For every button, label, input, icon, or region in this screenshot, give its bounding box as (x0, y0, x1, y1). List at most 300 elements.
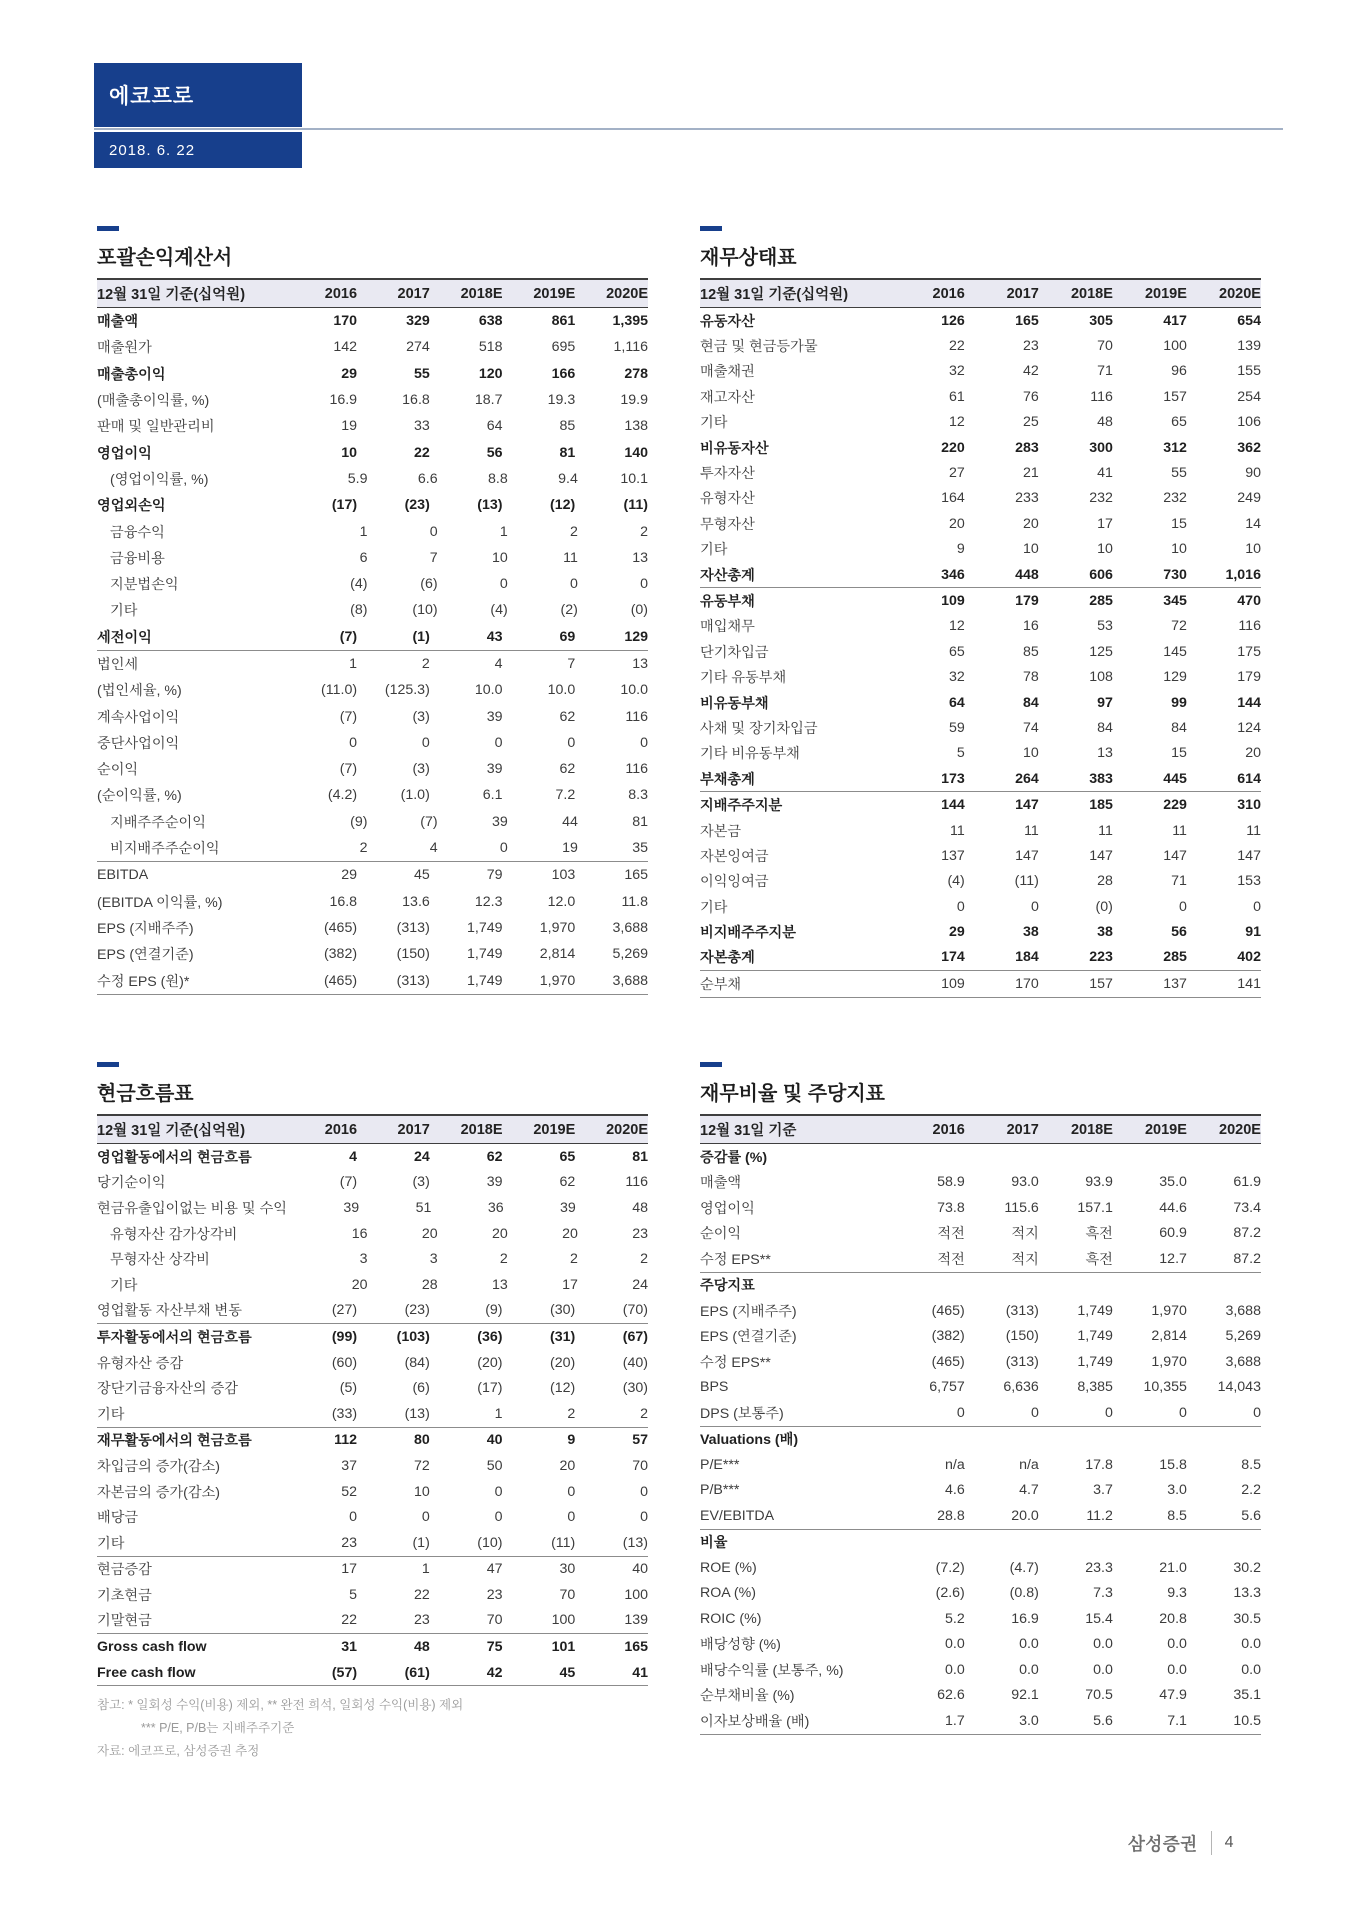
table-row (97, 545, 648, 571)
cell-value: (313) (396, 972, 430, 989)
cell-value: 470 (1237, 592, 1261, 609)
row-label: 단기차입금 (700, 644, 769, 661)
table-row (700, 308, 1261, 333)
cell-value: 12.0 (547, 893, 576, 910)
cell-value: 59 (949, 719, 965, 736)
cell-value: 362 (1237, 439, 1261, 456)
table-header-row (97, 1114, 648, 1144)
row-label: 비지배주주지분 (700, 925, 796, 942)
cell-value: 20.0 (1011, 1507, 1039, 1524)
row-label: 기타 (110, 603, 138, 620)
row-label: 비유동부채 (700, 695, 769, 712)
cell-value: 8.3 (628, 787, 648, 804)
cell-value: (11) (551, 1534, 576, 1551)
cell-value: 73.8 (937, 1199, 965, 1216)
cell-value: 518 (478, 339, 503, 356)
row-label: 사채 및 장기차입금 (700, 720, 818, 737)
row-label: 매출액 (700, 1175, 742, 1192)
cell-value: 92.1 (1011, 1687, 1039, 1704)
cell-value: 28.8 (937, 1507, 965, 1524)
cell-value: 13 (1097, 745, 1113, 762)
cell-value: (2.6) (935, 1585, 965, 1602)
table-row (700, 384, 1261, 409)
row-label: 유동부채 (700, 593, 755, 610)
row-label: 자본금 (700, 823, 742, 840)
table-row (97, 624, 648, 651)
table-header-row (700, 1114, 1261, 1144)
cell-value: 1,116 (613, 339, 648, 356)
row-label: 영업이익 (97, 445, 152, 462)
cell-value: 147 (1237, 847, 1261, 864)
cell-value: 312 (1163, 439, 1187, 456)
cell-value: 19.9 (620, 392, 648, 409)
cell-value: (4.7) (1009, 1559, 1039, 1576)
cell-value: 81 (632, 813, 649, 830)
cell-value: 165 (624, 867, 648, 884)
cell-value: 144 (941, 797, 965, 814)
cell-value: 2,814 (1151, 1328, 1187, 1345)
cell-value: 29 (341, 365, 358, 382)
cell-value: 20 (559, 1457, 576, 1474)
cell-value: (40) (622, 1354, 648, 1371)
cell-value: 22 (341, 1612, 358, 1629)
cell-value: (57) (331, 1664, 358, 1681)
cell-value: 45 (559, 1664, 576, 1681)
cell-value: 0 (1104, 1404, 1113, 1421)
cell-value: 6,757 (929, 1379, 965, 1396)
brand-name: 삼성증권 (1128, 1833, 1198, 1854)
table-row (700, 1349, 1261, 1375)
cell-value: 9 (956, 541, 965, 558)
cell-value: 16.8 (402, 392, 430, 409)
cell-value: 0.0 (1093, 1636, 1113, 1653)
cell-value: 0 (349, 1509, 358, 1526)
table-row (97, 361, 648, 387)
cell-value: 232 (1163, 490, 1187, 507)
cell-value: 40 (632, 1561, 648, 1578)
cell-value: 4 (349, 1148, 358, 1165)
table-header-row (700, 278, 1261, 308)
cell-value: 4.7 (1019, 1482, 1039, 1499)
table-row (700, 945, 1261, 971)
cell-value: 20 (1023, 515, 1039, 532)
cell-value: 116 (625, 708, 648, 725)
cell-value: (3) (412, 708, 430, 725)
financial-ratios-table (700, 1062, 1261, 1735)
table-grid (700, 278, 1261, 998)
cell-value: 61.9 (1233, 1174, 1261, 1191)
cell-value: 80 (414, 1432, 430, 1449)
table-row (97, 597, 648, 623)
cell-value: 0.0 (945, 1636, 965, 1653)
row-label: 매출원가 (97, 340, 152, 357)
row-label: ROA (%) (700, 1585, 756, 1602)
cell-value: 383 (1089, 770, 1113, 787)
cell-value: (23) (404, 1302, 430, 1319)
row-label: 현금증감 (97, 1562, 152, 1579)
row-label: 기타 유동부채 (700, 670, 787, 687)
cell-value: 12 (949, 618, 965, 635)
cell-value: 147 (1015, 797, 1039, 814)
cell-value: 2,814 (539, 946, 576, 963)
cell-value: 0.0 (1019, 1636, 1039, 1653)
row-label: (매출총이익률, %) (97, 393, 210, 410)
cell-value: 27 (949, 465, 965, 482)
cell-value: (3) (412, 1174, 430, 1191)
company-name: 에코프로 (109, 85, 195, 108)
cell-value: 103 (551, 867, 576, 884)
cell-value: 17 (1097, 515, 1113, 532)
cell-value: 11 (1246, 822, 1261, 839)
cell-value: 48 (414, 1639, 430, 1656)
cell-value: 47 (486, 1561, 503, 1578)
table-row (700, 792, 1261, 817)
year-column-header: 2018E (460, 285, 503, 302)
year-column-header: 2019E (533, 285, 576, 302)
cell-value: (4) (490, 602, 508, 619)
cell-value: 165 (624, 1639, 648, 1656)
cell-value: 1,970 (1151, 1353, 1187, 1370)
row-label: 매출액 (97, 314, 139, 331)
year-column-header: 2018E (460, 1121, 503, 1138)
table-row (700, 971, 1261, 997)
balance-sheet-table (700, 226, 1261, 998)
company-header-box (94, 63, 302, 127)
table-row (97, 1530, 648, 1557)
row-label: P/E*** (700, 1456, 740, 1473)
table-row (97, 1557, 648, 1583)
cell-value: 137 (941, 847, 965, 864)
row-label: 배당수익률 (보통주, %) (700, 1662, 844, 1679)
cell-value: 2 (570, 1251, 578, 1268)
table-row (97, 1375, 648, 1401)
cell-value: 85 (1023, 643, 1039, 660)
cell-value: (67) (622, 1328, 648, 1345)
cell-value: 81 (559, 444, 576, 461)
cell-value: (3) (412, 761, 430, 778)
cell-value: 0 (567, 1483, 576, 1500)
row-label: 매입채무 (700, 619, 755, 636)
cell-value: 1,749 (467, 972, 503, 989)
cell-value: 116 (625, 1174, 648, 1191)
cell-value: 3,688 (612, 972, 648, 989)
cell-value: 300 (1089, 439, 1113, 456)
cell-value: 144 (1237, 694, 1261, 711)
row-label: 기타 비유동부채 (700, 746, 800, 763)
row-label: 현금 및 현금등가물 (700, 339, 818, 356)
cell-value: 69 (559, 628, 576, 645)
cell-value: 55 (414, 365, 430, 382)
cell-value: 93.0 (1011, 1174, 1039, 1191)
cell-value: 249 (1237, 490, 1261, 507)
year-column-header: 2019E (1144, 1121, 1187, 1138)
cell-value: 0 (1179, 1404, 1187, 1421)
table-row (97, 387, 648, 413)
cell-value: 0 (421, 734, 430, 751)
cell-value: 45 (414, 867, 430, 884)
year-column-header: 2017 (1006, 285, 1039, 302)
cell-value: 264 (1015, 770, 1039, 787)
cell-value: 157 (1089, 975, 1113, 992)
cell-value: 0 (1253, 898, 1261, 915)
table-row (700, 460, 1261, 485)
cell-value: 0.0 (945, 1661, 965, 1678)
cell-value: 90 (1245, 465, 1261, 482)
cell-value: 0 (1030, 1404, 1039, 1421)
cell-value: 2 (567, 1405, 576, 1422)
cell-value: 10 (491, 549, 508, 566)
cell-value: (465) (931, 1302, 965, 1319)
cell-value: (30) (550, 1302, 576, 1319)
row-label: EBITDA (97, 867, 149, 884)
table-row (700, 1195, 1261, 1221)
cell-value: 52 (341, 1483, 358, 1500)
cell-value: 96 (1171, 363, 1187, 380)
table-row (700, 1683, 1261, 1709)
cell-value: (0) (630, 602, 649, 619)
cell-value: 10,355 (1143, 1379, 1187, 1396)
table-grid (97, 278, 648, 995)
cell-value: 606 (1089, 566, 1113, 583)
cell-value: 445 (1163, 770, 1187, 787)
report-date-box (94, 132, 302, 168)
cell-value: 1 (499, 523, 508, 540)
table-row (700, 333, 1261, 358)
cell-value: 139 (624, 1612, 648, 1629)
cell-value: 72 (414, 1457, 430, 1474)
cell-value: 48 (1097, 414, 1113, 431)
table-row (700, 1427, 1261, 1453)
table-row (700, 1606, 1261, 1632)
cell-value: 1 (421, 1561, 430, 1578)
row-label: EV/EBITDA (700, 1507, 775, 1524)
cell-value: 62 (486, 1148, 503, 1165)
cell-value: 20 (351, 1276, 368, 1293)
row-label: 재고자산 (700, 389, 755, 406)
cell-value: (99) (331, 1328, 358, 1345)
table-row (700, 562, 1261, 588)
table-row (97, 1144, 648, 1170)
row-label: 당기순이익 (97, 1175, 166, 1192)
cell-value: 147 (1163, 847, 1187, 864)
table-title: 재무비율 및 주당지표 (700, 1083, 885, 1105)
table-row (97, 862, 648, 888)
row-label: 매출채권 (700, 364, 755, 381)
cell-value: 29 (949, 924, 965, 941)
cell-value: (103) (396, 1328, 430, 1345)
cell-value: (0) (1095, 898, 1113, 915)
table-row (97, 1324, 648, 1350)
table-row (700, 1324, 1261, 1350)
cell-value: 적지 (1011, 1226, 1039, 1243)
row-label: 순부채 (700, 976, 742, 993)
cell-value: (11) (1014, 873, 1039, 890)
cell-value: (11.0) (321, 682, 358, 699)
cell-value: 1,970 (539, 919, 576, 936)
year-column-header: 2016 (324, 1121, 358, 1138)
cell-value: 10 (341, 444, 358, 461)
cell-value: 87.2 (1233, 1250, 1261, 1267)
table-header-row (97, 278, 648, 308)
cell-value: 76 (1023, 388, 1039, 405)
cell-value: 164 (941, 490, 965, 507)
cell-value: 1,970 (539, 972, 576, 989)
cell-value: 417 (1163, 312, 1187, 329)
table-row (97, 967, 648, 994)
cell-value: 35 (632, 840, 649, 857)
cell-value: 124 (1237, 719, 1261, 736)
report-date: 2018. 6. 22 (109, 141, 196, 159)
table-row (97, 1401, 648, 1428)
cell-value: 62.6 (937, 1687, 965, 1704)
cell-value: 109 (941, 592, 965, 609)
cell-value: (6) (420, 576, 438, 593)
cell-value: 64 (486, 418, 503, 435)
table-row (700, 766, 1261, 792)
cell-value: 8.5 (1167, 1507, 1187, 1524)
cell-value: 13 (632, 549, 649, 566)
table-row (700, 1221, 1261, 1247)
row-label: 차입금의 증가(감소) (97, 1458, 221, 1475)
cell-value: 10 (1023, 541, 1039, 558)
cell-value: 147 (1089, 847, 1113, 864)
year-column-header: 2016 (324, 285, 358, 302)
cell-value: (7.2) (935, 1559, 965, 1576)
cell-value: (7) (339, 761, 358, 778)
income-statement-table (97, 226, 648, 995)
table-row (700, 1478, 1261, 1504)
cell-value: 23 (341, 1534, 358, 1551)
table-row (700, 359, 1261, 384)
cell-value: (20) (477, 1354, 503, 1371)
section-dash (97, 226, 119, 231)
table-row (97, 1350, 648, 1376)
cell-value: 116 (1238, 618, 1261, 635)
cell-value: 18.7 (474, 392, 503, 409)
cell-value: 155 (1237, 363, 1261, 380)
cell-value: 41 (1097, 465, 1113, 482)
cell-value: 157 (1163, 388, 1187, 405)
cell-value: 24 (414, 1148, 430, 1165)
row-label: 기타 (700, 542, 728, 559)
cell-value: 125 (1089, 643, 1113, 660)
table-row (97, 677, 648, 703)
section-dash (700, 226, 722, 231)
cell-value: 11.2 (1086, 1507, 1113, 1524)
cell-value: (84) (404, 1354, 430, 1371)
cell-value: 40 (486, 1432, 503, 1449)
cell-value: (13) (477, 497, 503, 514)
cell-value: 13.6 (402, 893, 430, 910)
table-row (700, 1400, 1261, 1427)
cell-value: 229 (1163, 797, 1187, 814)
cell-value: 8.5 (1241, 1456, 1261, 1473)
cell-value: 448 (1015, 566, 1039, 583)
row-label: 유동자산 (700, 313, 755, 330)
table-row (700, 1581, 1261, 1607)
table-row (700, 1170, 1261, 1196)
cell-value: 109 (941, 975, 965, 992)
cell-value: 1 (494, 1405, 503, 1422)
cell-value: 43 (486, 628, 503, 645)
table-row (97, 413, 648, 439)
table-row (700, 410, 1261, 435)
row-label: 계속사업이익 (97, 709, 180, 726)
cell-value: 1,749 (467, 919, 503, 936)
cell-value: 20 (421, 1225, 438, 1242)
cell-value: (313) (1005, 1353, 1039, 1370)
cell-value: 0 (640, 1483, 648, 1500)
cell-value: 2 (640, 523, 649, 540)
cell-value: 16.9 (1011, 1610, 1039, 1627)
row-label: 매출총이익 (97, 366, 166, 383)
row-label: 법인세 (97, 657, 139, 673)
cell-value: 23 (414, 1612, 430, 1629)
cell-value: 70 (486, 1612, 503, 1629)
cell-value: 38 (1023, 924, 1039, 941)
table-row (97, 518, 648, 544)
cell-value: 170 (1015, 975, 1039, 992)
cell-value: 21.0 (1159, 1559, 1187, 1576)
cell-value: 10 (1097, 541, 1113, 558)
cell-value: 70 (1097, 338, 1113, 355)
cell-value: 11 (1172, 822, 1187, 839)
row-label: ROE (%) (700, 1559, 757, 1576)
cell-value: (8) (350, 602, 368, 619)
cell-value: 23.3 (1085, 1559, 1113, 1576)
cell-value: 30.2 (1233, 1559, 1261, 1576)
table-title: 재무상태표 (700, 247, 797, 269)
cell-value: 70 (559, 1586, 576, 1603)
table-row (97, 1453, 648, 1479)
cell-value: 0.0 (1167, 1661, 1187, 1678)
table-row (700, 690, 1261, 715)
cell-value: 0 (499, 576, 508, 593)
cell-value: 1,016 (1225, 566, 1261, 583)
cell-value: 20 (949, 515, 965, 532)
cell-value: 2 (421, 656, 430, 672)
cell-value: 15.4 (1085, 1610, 1113, 1627)
cell-value: 129 (624, 628, 648, 645)
row-label: 기타 (97, 1535, 125, 1552)
cell-value: 10 (1245, 541, 1261, 558)
cell-value: 4 (494, 656, 503, 672)
table-row (700, 639, 1261, 664)
table-row (700, 1246, 1261, 1273)
row-label: 배당성향 (%) (700, 1637, 781, 1654)
cell-value: 3.7 (1093, 1482, 1113, 1499)
cell-value: 115.6 (1004, 1199, 1039, 1216)
cell-value: 61 (949, 388, 965, 405)
cell-value: 65 (559, 1148, 576, 1165)
cell-value: 11 (563, 549, 578, 566)
row-label: 중단사업이익 (97, 735, 180, 752)
cell-value: 329 (406, 313, 430, 330)
table-row (700, 1632, 1261, 1658)
cell-value: 310 (1237, 797, 1261, 814)
cell-value: 174 (941, 949, 965, 966)
cell-value: 0 (640, 576, 649, 593)
cell-value: 23 (1023, 338, 1039, 355)
cell-value: 145 (1163, 643, 1187, 660)
cell-value: 7 (429, 549, 438, 566)
cell-value: 12 (949, 414, 965, 431)
cell-value: 60.9 (1159, 1225, 1187, 1242)
row-label: 순이익 (700, 1226, 742, 1243)
table-row (97, 915, 648, 941)
cell-value: 0.0 (1241, 1661, 1261, 1678)
cell-value: 7.3 (1093, 1585, 1113, 1602)
